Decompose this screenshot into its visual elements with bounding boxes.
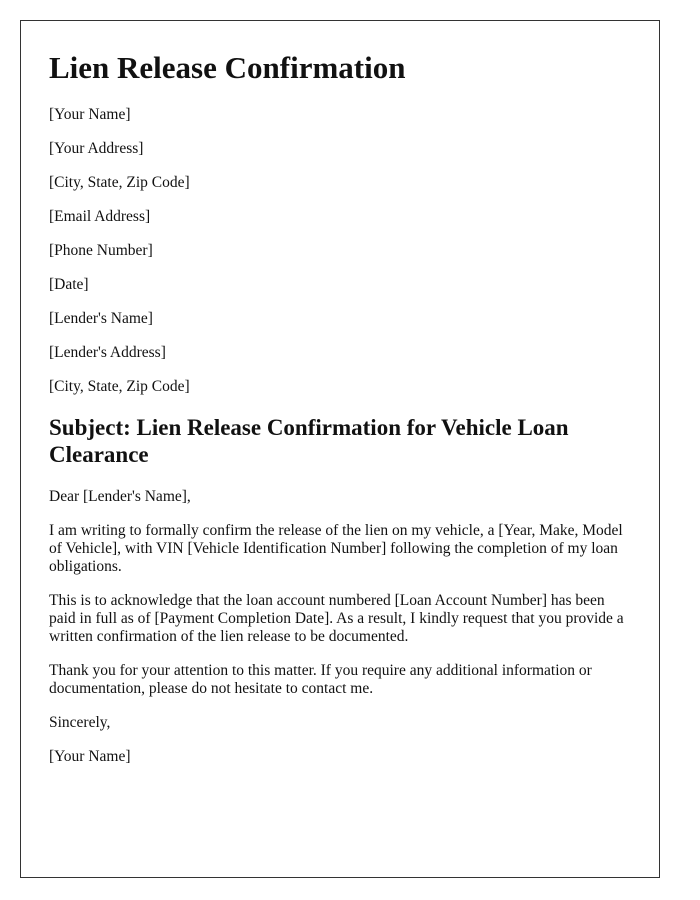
closing: Sincerely, [49, 714, 111, 731]
sender-email: [Email Address] [49, 208, 151, 225]
body-paragraph: Thank you for your attention to this matter. If you require any additional information or documentation, please do not hesitate to contact me. [49, 662, 592, 697]
body-paragraph: I am writing to formally confirm the release of the lien on my vehicle, a [Year, Make, Model of Vehicle], with VIN [Vehicle Identification Number] following the completion of my loan obligations. [49, 522, 623, 575]
letter-title: Lien Release Confirmation [49, 50, 406, 85]
letter-subject: Subject: Lien Release Confirmation for Vehicle Loan Clearance [49, 415, 569, 467]
signature-name: [Your Name] [49, 748, 131, 765]
sender-address: [Your Address] [49, 140, 144, 157]
recipient-city-state-zip: [City, State, Zip Code] [49, 378, 190, 395]
sender-city-state-zip: [City, State, Zip Code] [49, 174, 190, 191]
body-paragraph: This is to acknowledge that the loan account numbered [Loan Account Number] has been paid in full as of [Payment Completion Date]. As a result, I kindly request that you provide a written confirmation of the lien release to be documented. [49, 592, 624, 645]
sender-block [49, 106, 631, 260]
recipient-block [49, 310, 631, 396]
letter-date: [Date] [49, 276, 89, 293]
sender-phone: [Phone Number] [49, 242, 153, 259]
letter-page [20, 20, 660, 878]
recipient-address: [Lender's Address] [49, 344, 166, 361]
letter-body [49, 522, 631, 698]
recipient-name: [Lender's Name] [49, 310, 153, 327]
salutation: Dear [Lender's Name], [49, 488, 191, 505]
sender-name: [Your Name] [49, 106, 131, 123]
